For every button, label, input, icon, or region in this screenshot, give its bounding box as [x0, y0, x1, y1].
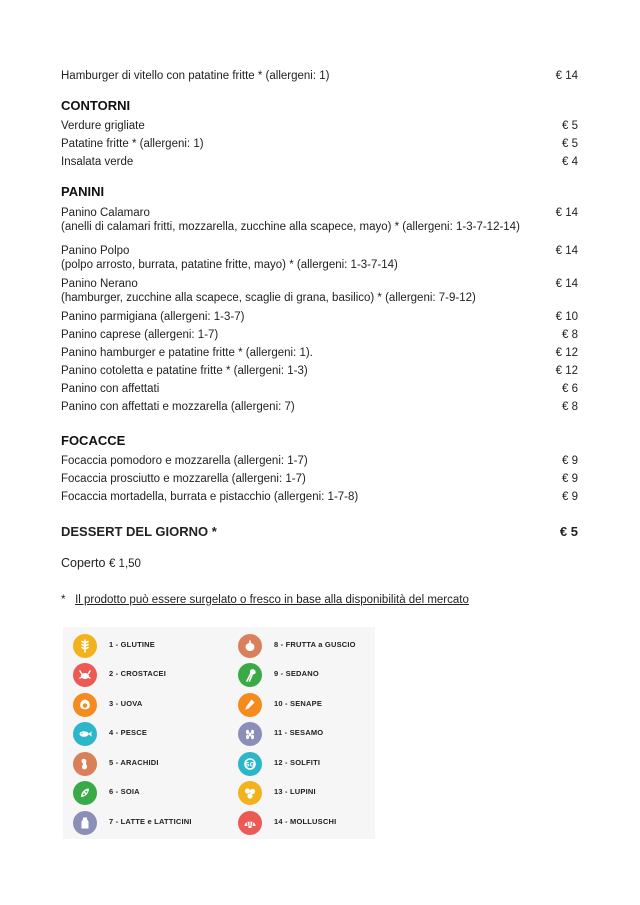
item-name: Panino con affettati — [61, 383, 160, 395]
item-name: Panino hamburger e patatine fritte * (allergeni: 1). — [61, 347, 313, 359]
wheat-icon — [73, 634, 97, 658]
dessert-name: DESSERT DEL GIORNO * — [61, 524, 217, 539]
allergen-label: 11 - SESAMO — [274, 728, 324, 737]
item-name: Verdure grigliate — [61, 120, 145, 132]
cover-charge — [61, 556, 141, 570]
footnote-marker: * — [61, 594, 66, 606]
item-price: € 9 — [562, 455, 578, 467]
shell-icon — [238, 811, 262, 835]
allergen-label: 7 - LATTE e LATTICINI — [109, 817, 192, 826]
dessert-row — [61, 524, 578, 539]
item-name: Panino Polpo — [61, 245, 130, 257]
allergen-label: 4 - PESCE — [109, 728, 148, 737]
item-name: Focaccia mortadella, burrata e pistacchio (allergeni: 1-7-8) — [61, 491, 359, 503]
allergen-label: 9 - SEDANO — [274, 669, 319, 678]
item-description: (polpo arrosto, burrata, patatine fritte, mayo) * (allergeni: 1-3-7-14) — [61, 259, 398, 271]
item-name: Panino cotoletta e patatine fritte * (allergeni: 1-3) — [61, 365, 308, 377]
nut-icon — [238, 634, 262, 658]
section-title-panini: PANINI — [61, 184, 105, 199]
allergen-label: 5 - ARACHIDI — [109, 758, 159, 767]
item-price: € 8 — [562, 401, 578, 413]
item-price: € 9 — [562, 473, 578, 485]
item-name: Panino Nerano — [61, 278, 138, 290]
item-price: € 9 — [562, 491, 578, 503]
allergen-label: 6 - SOIA — [109, 787, 140, 796]
item-price: € 6 — [562, 383, 578, 395]
allergen-label: 1 - GLUTINE — [109, 640, 155, 649]
item-price: € 8 — [562, 329, 578, 341]
item-price: € 10 — [555, 311, 578, 323]
sesame-icon — [238, 722, 262, 746]
section-title-focacce: FOCACCE — [61, 433, 126, 448]
item-name: Panino con affettati e mozzarella (allergeni: 7) — [61, 401, 295, 413]
item-description: (anelli di calamari fritti, mozzarella, zucchine alla scapece, mayo) * (allergeni: 1-3-7-12-14) — [61, 221, 520, 233]
allergen-legend — [63, 627, 375, 839]
sulphite-icon — [238, 752, 262, 776]
item-price: € 14 — [555, 70, 578, 82]
item-price: € 12 — [555, 365, 578, 377]
item-name: Focaccia pomodoro e mozzarella (allergeni: 1-7) — [61, 455, 308, 467]
footnote — [61, 594, 469, 606]
allergen-label: 2 - CROSTACEI — [109, 669, 167, 678]
item-name: Insalata verde — [61, 156, 134, 168]
item-price: € 12 — [555, 347, 578, 359]
item-name: Patatine fritte * (allergeni: 1) — [61, 138, 204, 150]
allergen-label: 13 - LUPINI — [274, 787, 316, 796]
item-name: Panino Calamaro — [61, 207, 150, 219]
footnote-text: Il prodotto può essere surgelato o fresco in base alla disponibilità del mercato — [75, 594, 469, 606]
fish-icon — [73, 722, 97, 746]
allergen-label: 12 - SOLFITI — [274, 758, 321, 767]
egg-icon — [73, 693, 97, 717]
mustard-icon — [238, 693, 262, 717]
item-name: Hamburger di vitello con patatine fritte * (allergeni: 1) — [61, 70, 330, 82]
item-price: € 4 — [562, 156, 578, 168]
item-name: Focaccia prosciutto e mozzarella (allergeni: 1-7) — [61, 473, 306, 485]
item-price: € 14 — [555, 245, 578, 257]
allergen-label: 3 - UOVA — [109, 699, 143, 708]
item-price: € 5 — [562, 138, 578, 150]
allergen-label: 14 - MOLLUSCHI — [274, 817, 337, 826]
item-name: Panino caprese (allergeni: 1-7) — [61, 329, 219, 341]
cover-label: Coperto — [61, 556, 106, 570]
item-price: € 14 — [555, 278, 578, 290]
allergen-label: 8 - FRUTTA a GUSCIO — [274, 640, 356, 649]
celery-icon — [238, 663, 262, 687]
milk-icon — [73, 811, 97, 835]
dessert-price: € 5 — [559, 524, 578, 539]
allergen-label: 10 - SENAPE — [274, 699, 323, 708]
cover-price: € 1,50 — [108, 558, 141, 570]
soy-icon — [73, 781, 97, 805]
item-price: € 14 — [555, 207, 578, 219]
peanut-icon — [73, 752, 97, 776]
item-name: Panino parmigiana (allergeni: 1-3-7) — [61, 311, 245, 323]
item-price: € 5 — [562, 120, 578, 132]
crab-icon — [73, 663, 97, 687]
item-description: (hamburger, zucchine alla scapece, scaglie di grana, basilico) * (allergeni: 7-9-12) — [61, 292, 476, 304]
lupin-icon — [238, 781, 262, 805]
svg-text:SO: SO — [245, 761, 255, 769]
section-title-contorni: CONTORNI — [61, 98, 131, 113]
